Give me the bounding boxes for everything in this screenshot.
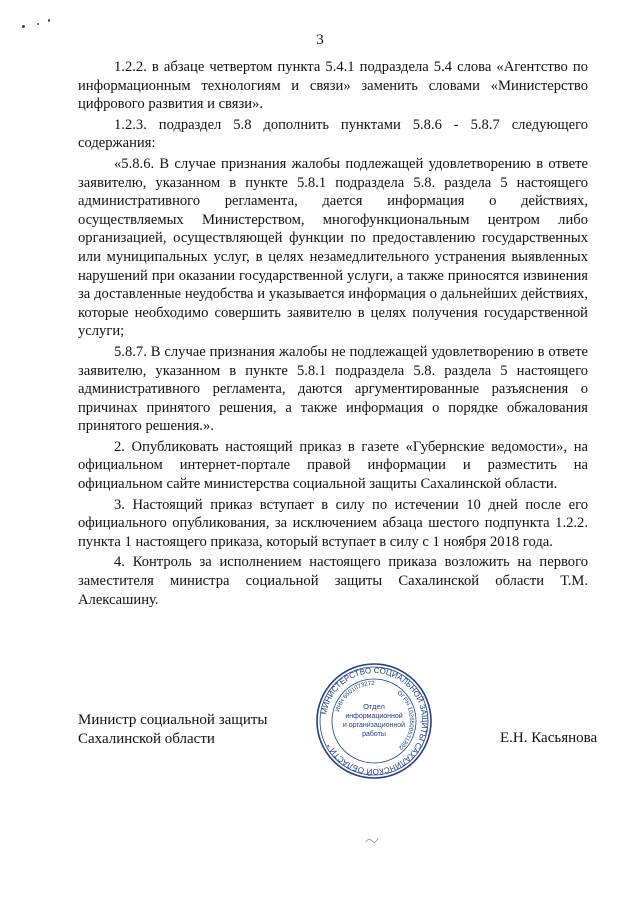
paragraph-2: 2. Опубликовать настоящий приказ в газете «Губернские ведомости», на официальном интернет-портале правой информации и разместить на официальном сайте министерства социальной защиты Сахалинской области. bbox=[78, 438, 588, 493]
scan-speck bbox=[22, 25, 25, 28]
ink-mark bbox=[365, 835, 379, 845]
document-body bbox=[78, 58, 588, 609]
paragraph-3: 3. Настоящий приказ вступает в силу по истечении 10 дней после его официального опубликования, за исключением абзаца шестого подпункта 1.2.2. пункта 1 настоящего приказа, который вступает в силу с 1 ноября 2018 года. bbox=[78, 496, 588, 550]
official-seal bbox=[314, 661, 434, 781]
page-number: 3 bbox=[316, 32, 324, 48]
seal-ogrn: ОГРН 1026500531892 bbox=[395, 690, 415, 751]
signer-name: Е.Н. Касьянова bbox=[500, 730, 598, 746]
seal-center-line-2: информационной bbox=[345, 713, 403, 720]
paragraph-1-2-2: 1.2.2. в абзаце четвертом пункта 5.4.1 подраздела 5.4 слова «Агентство по информационным технологиям и связи» заменить словами «Министерство цифрового развития и связи». bbox=[78, 59, 588, 113]
signatory-position-line-1: Министр социальной защиты bbox=[78, 712, 268, 728]
paragraph-5-8-7: 5.8.7. В случае признания жалобы не подлежащей удовлетворению в ответе заявителю, указанном в пункте 5.8.1 подраздела 5.8. раздела 5 настоящего административного регламента, даются аргументированные разъяснения о причинах принятого решения, а также информация о порядке обжалования принятого решения.». bbox=[78, 343, 588, 435]
signatory-position bbox=[78, 711, 268, 749]
seal-center-line-3: и организационной bbox=[342, 722, 406, 729]
seal-inn: ИНН 6501073272 bbox=[335, 680, 375, 713]
paragraph-4: 4. Контроль за исполнением настоящего приказа возложить на первого заместителя министра социальной защиты Сахалинской области Т.М. Алексашину. bbox=[78, 554, 588, 608]
scan-speck bbox=[37, 23, 39, 25]
seal-center-line-4: работы bbox=[362, 731, 386, 738]
seal-center-line-1: Отдел bbox=[363, 702, 385, 711]
seal-ring-text: МИНИСТЕРСТВО СОЦИАЛЬНОЙ ЗАЩИТЫ САХАЛИНСКОЙ ОБЛАСТИ * bbox=[319, 665, 430, 777]
paragraph-1-2-3: 1.2.3. подраздел 5.8 дополнить пунктами 5.8.6 - 5.8.7 следующего содержания: bbox=[78, 116, 588, 152]
signatory-position-line-2: Сахалинской области bbox=[78, 731, 215, 747]
scan-speck bbox=[48, 19, 50, 22]
paragraph-5-8-6: «5.8.6. В случае признания жалобы подлежащей удовлетворению в ответе заявителю, указанном в пункте 5.8.1 подраздела 5.8. раздела 5 настоящего административного регламента, дается информация о действиях, осуществляемых Министерством, многофункциональным центром либо организацией, осуществляющей функции по предоставлению государственных или муниципальных услуг, в целях незамедлительного устранения выявленных нарушений при оказании государственной услуги, а также приносятся извинения за доставленные неудобства и указывается информация о дальнейших действиях, которые необходимо совершить заявителю в целях получения государственной услуги; bbox=[78, 155, 588, 340]
